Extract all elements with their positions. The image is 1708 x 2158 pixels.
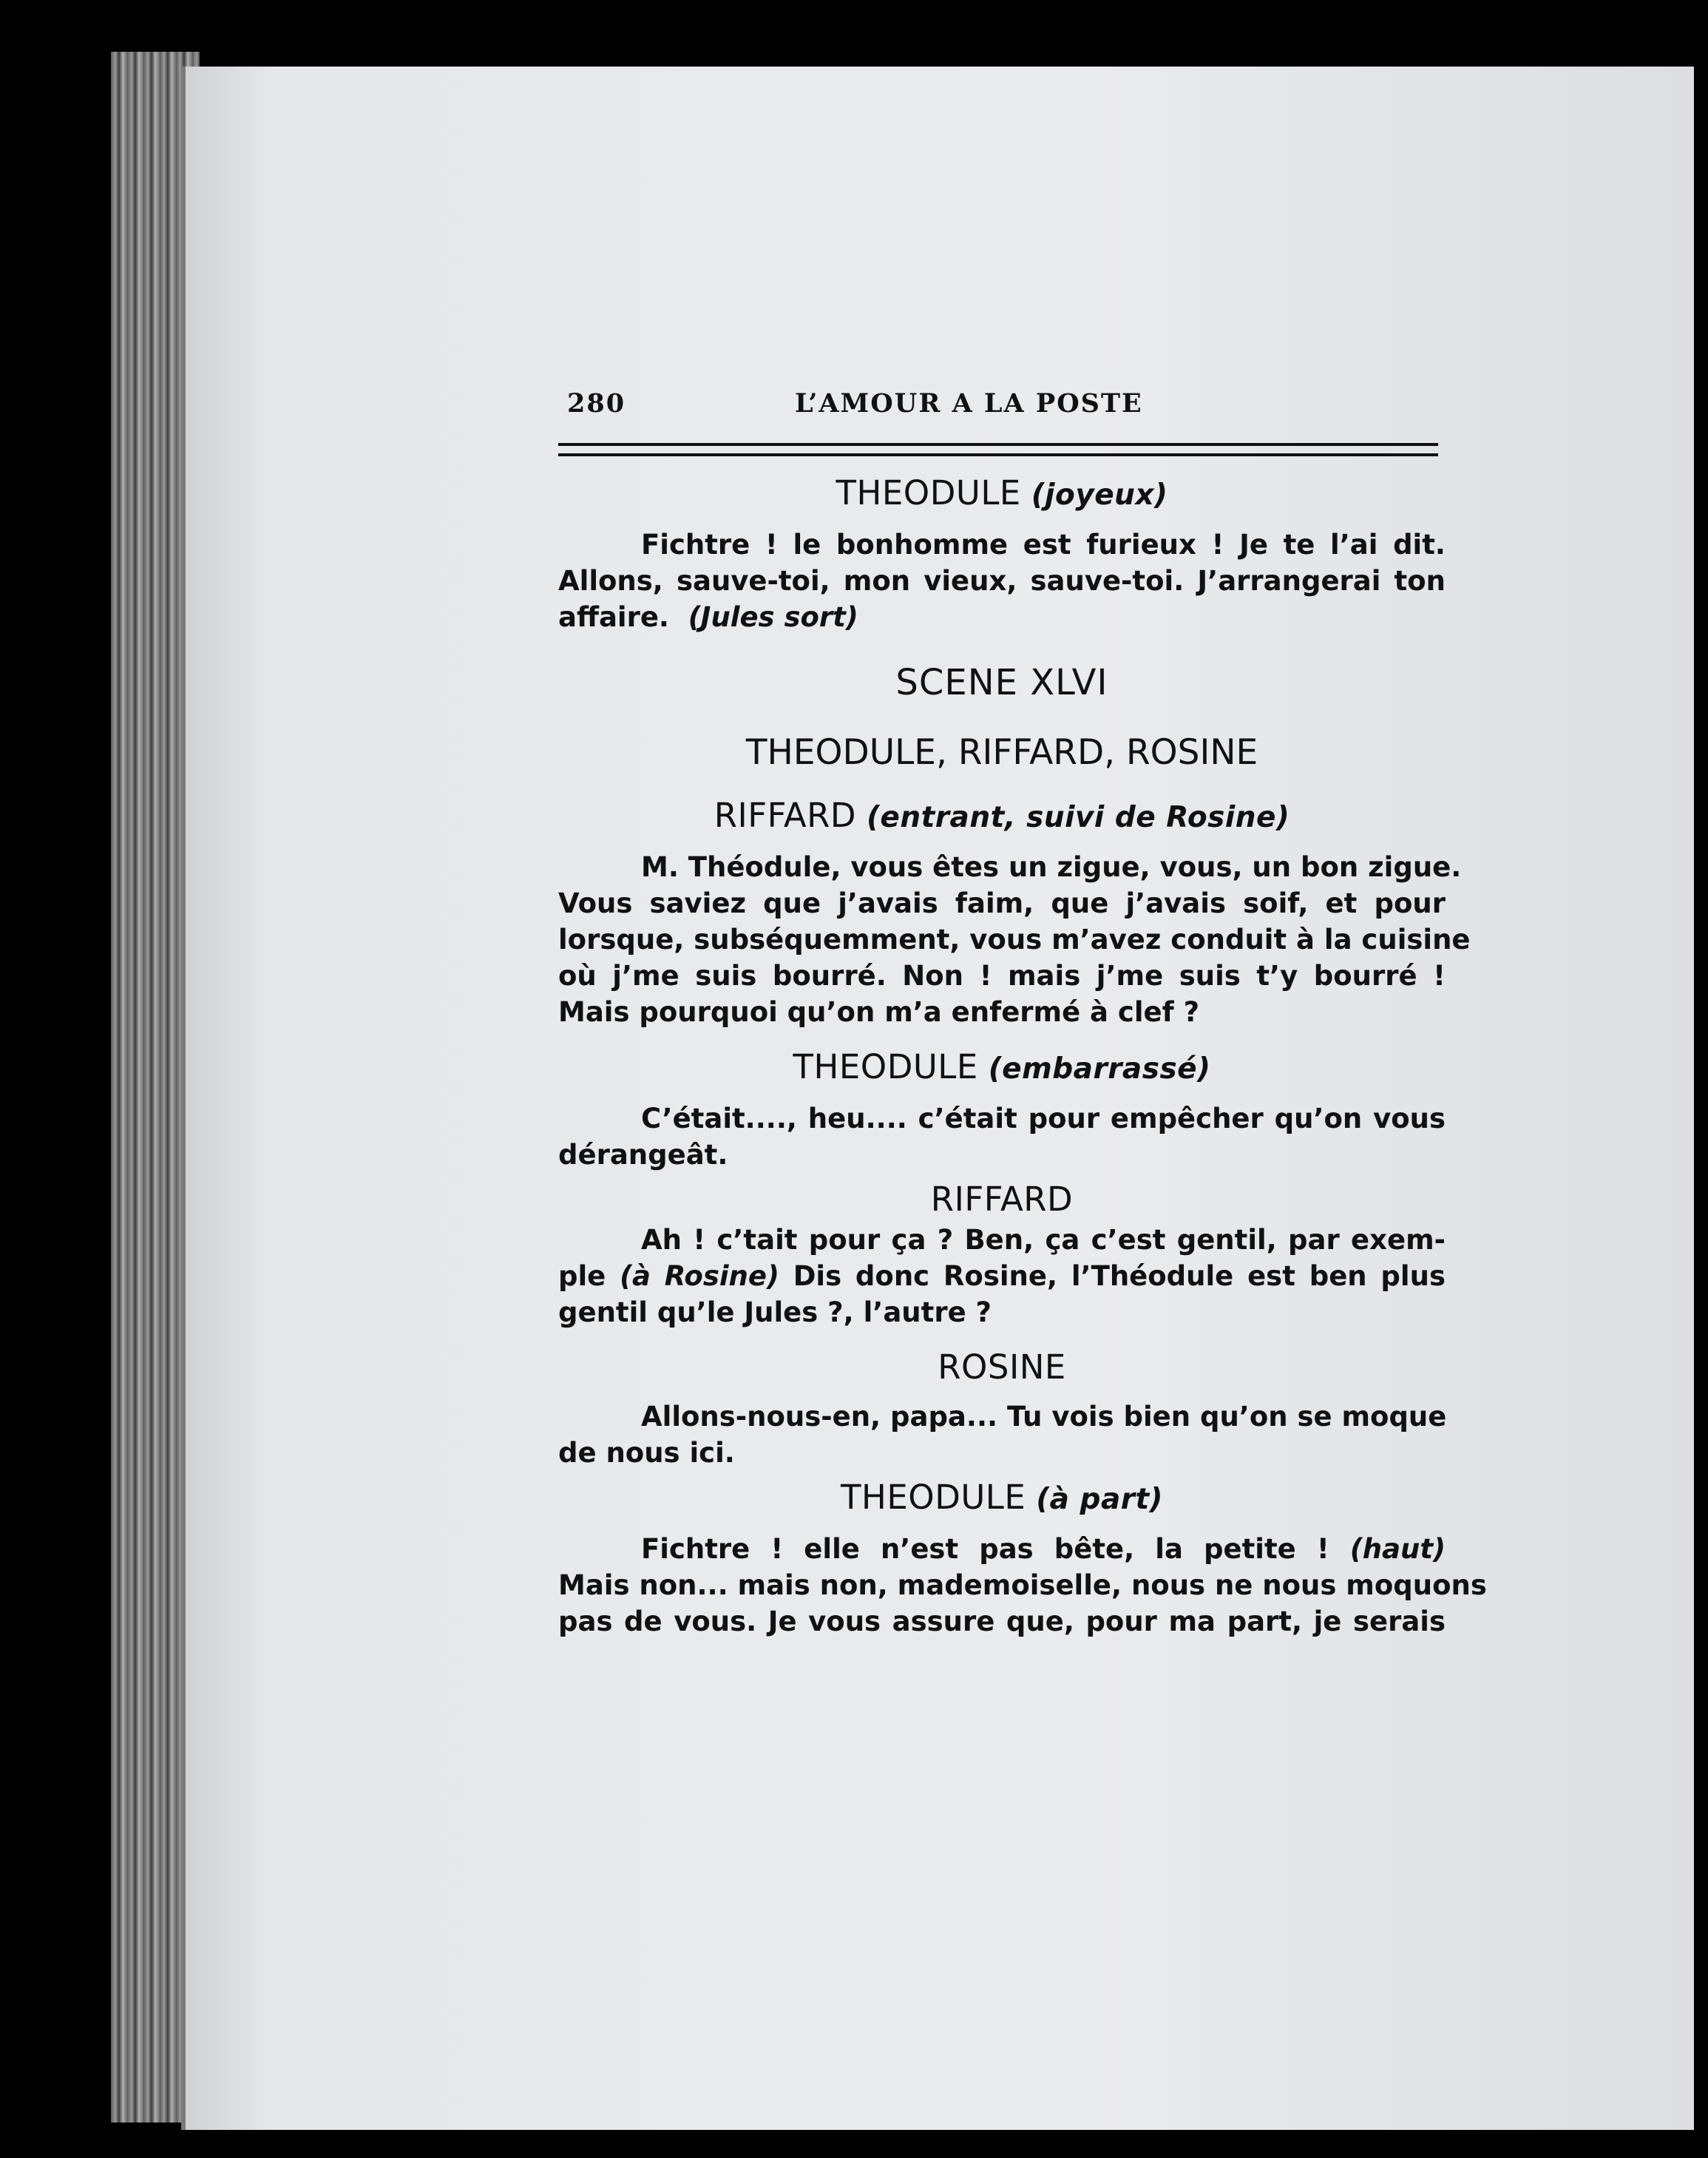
stage-direction: (embarrassé) [988,1052,1211,1086]
speaker-heading [558,1046,1446,1090]
speech-line: dérangeât. [558,1139,728,1171]
speech-line [558,599,1446,635]
speech-line: Allons, sauve-toi, mon vieux, sauve-toi. J’arrangerai ton [558,565,1446,597]
speech [558,1100,1446,1173]
speaker-heading [558,1179,1446,1220]
speaker-name: RIFFARD [714,796,857,835]
speech-line: pas de vous. Je vous assure que, pour ma part, je serais [558,1606,1446,1637]
speech-line: de nous ici. [558,1437,735,1469]
speaker-name: ROSINE [938,1347,1066,1387]
stage-direction: (à part) [1036,1483,1163,1516]
speech [558,849,1471,1030]
speech-line: où j’me suis bourré. Non ! mais j’me suis t’y bourré ! [558,960,1446,992]
speaker-heading [558,1477,1446,1521]
speech-line: M. Théodule, vous êtes un zigue, vous, un bon zigue. [641,851,1462,883]
header-rule [558,443,1438,456]
speech [558,1531,1487,1640]
speaker-heading [558,473,1446,516]
page-number: 280 [567,388,626,419]
speech-text: Fichtre ! elle n’est pas bête, la petite ! [641,1533,1329,1565]
speech-line: Mais pourquoi qu’on m’a enfermé à clef ? [558,996,1200,1028]
speech-line: Mais non... mais non, mademoiselle, nous ne nous moquons [558,1569,1487,1601]
speaker-name: THEODULE [836,473,1021,513]
stage-direction: (Jules sort) [688,601,858,633]
speech-line: Fichtre ! le bonhomme est furieux ! Je te l’ai dit. [641,529,1446,561]
speech-line [558,1531,1446,1567]
speech-text: ple [558,1260,606,1292]
speaker-name: THEODULE [793,1047,978,1086]
scene-title: SCENE XLVI [895,662,1108,703]
speaker-heading [558,1347,1446,1388]
stage-direction: (à Rosine) [620,1260,779,1292]
page-text [558,388,1487,1640]
speech-line: Vous saviez que j’avais faim, que j’avais soif, et pour [558,887,1446,919]
scene-characters: THEODULE, RIFFARD, ROSINE [745,732,1258,773]
speech-text: affaire. [558,601,669,633]
speaker-heading [558,795,1446,839]
stage-direction: (haut) [1349,1533,1446,1565]
speech-line [558,1258,1446,1294]
speech-text: Dis donc Rosine, l’Théodule est ben plus [793,1260,1446,1292]
running-title: L’AMOUR A LA POSTE [795,388,1143,419]
speech-line: lorsque, subséquemment, vous m’avez conduit à la cuisine [558,924,1471,955]
speaker-name: RIFFARD [930,1180,1074,1219]
speech-line: C’était...., heu.... c’était pour empêcher qu’on vous [641,1103,1446,1134]
speech [558,1222,1446,1330]
stage-direction: (joyeux) [1031,478,1168,512]
speech-line: gentil qu’le Jules ?, l’autre ? [558,1296,992,1328]
stage-direction: (entrant, suivi de Rosine) [867,801,1290,834]
speech-line: Allons-nous-en, papa... Tu vois bien qu’on se moque [641,1401,1447,1433]
speech-line: Ah ! c’tait pour ça ? Ben, ça c’est gentil, par exem- [641,1224,1446,1256]
speaker-name: THEODULE [841,1478,1026,1517]
speech [558,1398,1446,1471]
speech [558,527,1446,635]
running-head [558,388,1446,419]
